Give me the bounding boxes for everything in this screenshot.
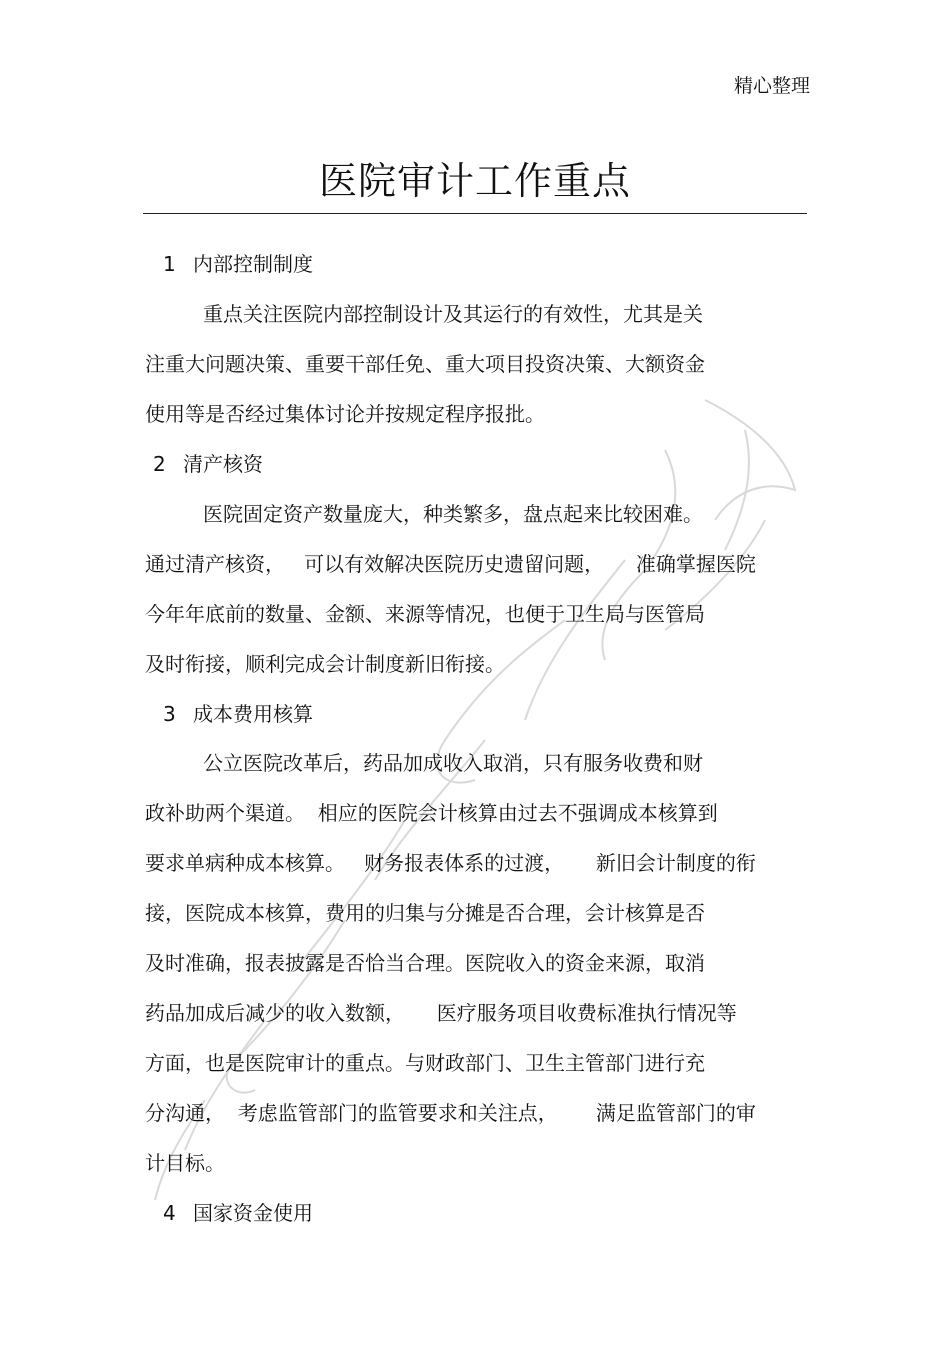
section-3-heading bbox=[163, 701, 313, 727]
section-1-line-3: 使用等是否经过集体讨论并按规定程序报批。 bbox=[145, 402, 545, 426]
section-3-line-6: 药品加成后减少的收入数额， 医疗服务项目收费标准执行情况等 bbox=[145, 1001, 737, 1025]
section-3-line-4: 接，医院成本核算，费用的归集与分摊是否合理，会计核算是否 bbox=[145, 901, 705, 925]
section-3-line-2: 政补助两个渠道。 相应的医院会计核算由过去不强调成本核算到 bbox=[145, 801, 718, 825]
section-3-number: 3 bbox=[163, 702, 176, 726]
section-4-title: 国家资金使用 bbox=[193, 1201, 313, 1225]
section-2-line-1: 医院固定资产数量庞大，种类繁多，盘点起来比较困难。 bbox=[203, 502, 703, 526]
header-note: 精心整理 bbox=[733, 75, 810, 97]
section-2-title: 清产核资 bbox=[183, 452, 263, 476]
section-3-line-5: 及时准确，报表披露是否恰当合理。医院收入的资金来源，取消 bbox=[145, 951, 705, 975]
section-3-line-8: 分沟通， 考虑监管部门的监管要求和关注点， 满足监管部门的审 bbox=[145, 1101, 756, 1125]
section-3-line-1: 公立医院改革后，药品加成收入取消，只有服务收费和财 bbox=[203, 751, 703, 775]
section-1-heading bbox=[163, 251, 313, 277]
section-2-heading bbox=[153, 451, 263, 477]
section-2-line-4: 及时衔接，顺利完成会计制度新旧衔接。 bbox=[145, 652, 505, 676]
section-3-line-9: 计目标。 bbox=[145, 1151, 225, 1175]
section-2-line-2: 通过清产核资， 可以有效解决医院历史遗留问题， 准确掌握医院 bbox=[145, 552, 756, 576]
section-3-title: 成本费用核算 bbox=[193, 702, 313, 726]
section-3-line-3: 要求单病种成本核算。 财务报表体系的过渡， 新旧会计制度的衔 bbox=[145, 851, 756, 875]
section-1-number: 1 bbox=[163, 252, 176, 276]
section-2-number: 2 bbox=[153, 452, 166, 476]
title-divider bbox=[143, 213, 807, 214]
section-3-line-7: 方面，也是医院审计的重点。与财政部门、卫生主管部门进行充 bbox=[145, 1051, 705, 1075]
section-1-title: 内部控制制度 bbox=[193, 252, 313, 276]
section-1-line-1: 重点关注医院内部控制设计及其运行的有效性，尤其是关 bbox=[203, 302, 703, 326]
section-4-heading bbox=[163, 1200, 313, 1226]
section-4-number: 4 bbox=[163, 1201, 176, 1225]
page-title: 医院审计工作重点 bbox=[318, 159, 631, 203]
section-2-line-3: 今年年底前的数量、金额、来源等情况，也便于卫生局与医管局 bbox=[145, 602, 705, 626]
section-1-line-2: 注重大问题决策、重要干部任免、重大项目投资决策、大额资金 bbox=[145, 352, 705, 376]
